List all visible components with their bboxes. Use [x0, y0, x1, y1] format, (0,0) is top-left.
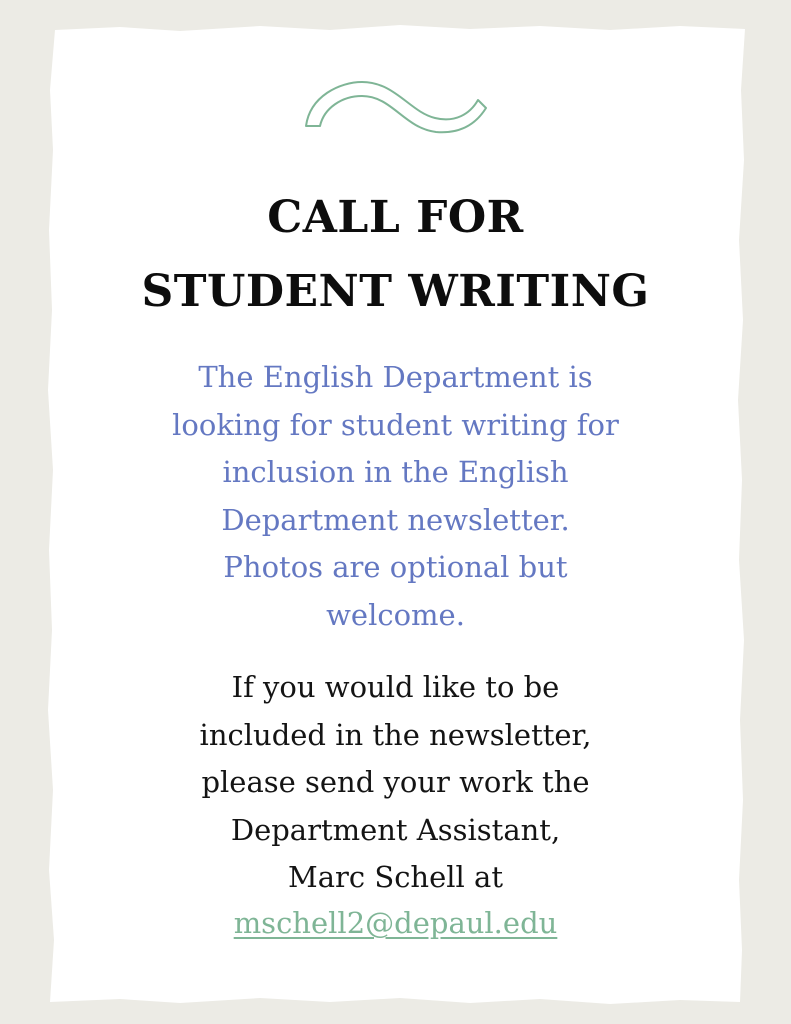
- title-line-1: CALL FOR: [267, 192, 524, 243]
- intro-line: inclusion in the English: [222, 455, 569, 489]
- contact-line: Marc Schell at: [288, 860, 503, 894]
- title-line-2: STUDENT WRITING: [141, 266, 650, 317]
- intro-line: looking for student writing for: [172, 407, 619, 442]
- contact-line: If you would like to be: [231, 670, 560, 704]
- intro-line: Department newsletter.: [221, 502, 570, 537]
- contact-line: please send your work the: [201, 765, 590, 799]
- contact-paragraph: [120, 664, 671, 902]
- contact-line: Department Assistant,: [230, 812, 561, 847]
- intro-paragraph: [120, 354, 671, 639]
- intro-line: Photos are optional but: [223, 550, 568, 584]
- email-link[interactable]: mschell2@depaul.edu: [233, 906, 558, 940]
- wave-squiggle-icon: [300, 76, 490, 138]
- intro-line: welcome.: [326, 597, 465, 632]
- intro-line: The English Department is: [198, 360, 593, 394]
- contact-line: included in the newsletter,: [199, 717, 592, 752]
